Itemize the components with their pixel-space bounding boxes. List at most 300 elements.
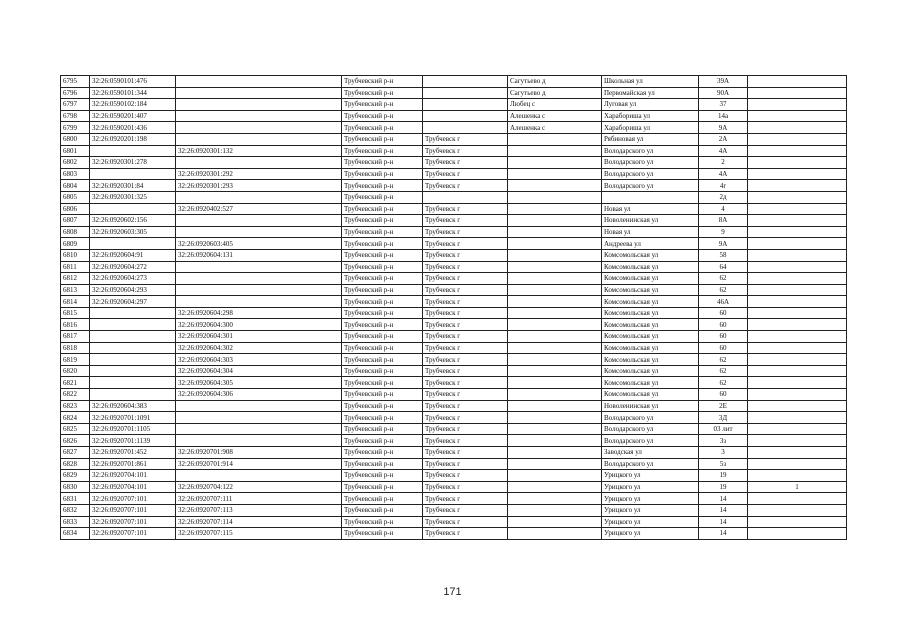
settlement-cell: Алешенка с — [508, 122, 602, 134]
note-cell — [748, 458, 847, 470]
table-row — [61, 342, 847, 354]
house-number-cell: 5з — [699, 458, 748, 470]
cadastral-number-cell: 32:26:0590101:344 — [90, 87, 176, 99]
street-cell: Володарского ул — [602, 145, 699, 157]
page-number: 171 — [443, 586, 462, 598]
cadastral-number-cell — [90, 342, 176, 354]
city-cell — [423, 191, 508, 203]
street-cell: Новая ул — [602, 226, 699, 238]
house-number-cell: 2 — [699, 157, 748, 169]
city-cell: Трубчевск г — [423, 226, 508, 238]
settlement-cell — [508, 365, 602, 377]
parcel-number-cell — [176, 122, 342, 134]
settlement-cell — [508, 319, 602, 331]
note-cell — [748, 319, 847, 331]
house-number-cell: 9А — [699, 122, 748, 134]
street-cell: Урицкого ул — [602, 481, 699, 493]
note-cell — [748, 168, 847, 180]
city-cell: Трубчевск г — [423, 389, 508, 401]
table-row — [61, 296, 847, 308]
cadastral-number-cell: 32:26:0920604:293 — [90, 284, 176, 296]
note-cell — [748, 412, 847, 424]
settlement-cell — [508, 307, 602, 319]
district-cell: Трубчевский р-н — [342, 99, 423, 111]
street-cell: Володарского ул — [602, 458, 699, 470]
note-cell — [748, 365, 847, 377]
city-cell: Трубчевск г — [423, 504, 508, 516]
table-row — [61, 307, 847, 319]
parcel-number-cell: 32:26:0920604:303 — [176, 354, 342, 366]
settlement-cell — [508, 273, 602, 285]
parcel-number-cell: 32:26:0920301:132 — [176, 145, 342, 157]
row-number-cell: 6800 — [61, 133, 90, 145]
row-number-cell: 6801 — [61, 145, 90, 157]
street-cell: Комсомольская ул — [602, 319, 699, 331]
settlement-cell — [508, 377, 602, 389]
city-cell: Трубчевск г — [423, 447, 508, 459]
cadastral-number-cell: 32:26:0920604:383 — [90, 400, 176, 412]
city-cell — [423, 99, 508, 111]
street-cell: Луговая ул — [602, 99, 699, 111]
row-number-cell: 6833 — [61, 516, 90, 528]
cadastral-number-cell: 32:26:0590201:436 — [90, 122, 176, 134]
note-cell — [748, 389, 847, 401]
parcel-number-cell — [176, 412, 342, 424]
row-number-cell: 6814 — [61, 296, 90, 308]
note-cell — [748, 249, 847, 261]
district-cell: Трубчевский р-н — [342, 215, 423, 227]
note-cell — [748, 354, 847, 366]
settlement-cell — [508, 470, 602, 482]
settlement-cell — [508, 447, 602, 459]
settlement-cell — [508, 435, 602, 447]
row-number-cell: 6826 — [61, 435, 90, 447]
city-cell — [423, 122, 508, 134]
house-number-cell: 03 лит — [699, 423, 748, 435]
street-cell: Новоленинская ул — [602, 215, 699, 227]
street-cell: Володарского ул — [602, 157, 699, 169]
city-cell: Трубчевск г — [423, 215, 508, 227]
house-number-cell: 19 — [699, 470, 748, 482]
cadastral-number-cell: 32:26:0920604:91 — [90, 249, 176, 261]
street-cell: Комсомольская ул — [602, 389, 699, 401]
parcel-number-cell — [176, 191, 342, 203]
cadastral-number-cell: 32:26:0920704:101 — [90, 481, 176, 493]
parcel-number-cell: 32:26:0920604:301 — [176, 331, 342, 343]
settlement-cell — [508, 284, 602, 296]
table-row — [61, 87, 847, 99]
district-cell: Трубчевский р-н — [342, 377, 423, 389]
street-cell — [602, 191, 699, 203]
cadastral-number-cell: 32:26:0590201:407 — [90, 110, 176, 122]
note-cell — [748, 284, 847, 296]
parcel-number-cell — [176, 110, 342, 122]
table-row — [61, 354, 847, 366]
parcel-number-cell: 32:26:0920704:122 — [176, 481, 342, 493]
street-cell: Комсомольская ул — [602, 273, 699, 285]
note-cell — [748, 99, 847, 111]
district-cell: Трубчевский р-н — [342, 180, 423, 192]
row-number-cell: 6812 — [61, 273, 90, 285]
city-cell: Трубчевск г — [423, 296, 508, 308]
settlement-cell — [508, 238, 602, 250]
parcel-number-cell: 32:26:0920707:115 — [176, 528, 342, 540]
table-row — [61, 76, 847, 88]
street-cell: Комсомольская ул — [602, 377, 699, 389]
row-number-cell: 6816 — [61, 319, 90, 331]
cadastral-number-cell: 32:26:0920602:156 — [90, 215, 176, 227]
district-cell: Трубчевский р-н — [342, 458, 423, 470]
city-cell: Трубчевск г — [423, 157, 508, 169]
street-cell: Урицкого ул — [602, 493, 699, 505]
table-row — [61, 99, 847, 111]
cadastral-number-cell: 32:26:0920201:198 — [90, 133, 176, 145]
settlement-cell — [508, 168, 602, 180]
house-number-cell: 4 — [699, 203, 748, 215]
table-row — [61, 331, 847, 343]
settlement-cell — [508, 296, 602, 308]
parcel-number-cell: 32:26:0920707:111 — [176, 493, 342, 505]
house-number-cell: 4г — [699, 180, 748, 192]
settlement-cell — [508, 342, 602, 354]
district-cell: Трубчевский р-н — [342, 273, 423, 285]
house-number-cell: 14 — [699, 504, 748, 516]
settlement-cell — [508, 261, 602, 273]
table-row — [61, 470, 847, 482]
district-cell: Трубчевский р-н — [342, 76, 423, 88]
house-number-cell: 2А — [699, 133, 748, 145]
street-cell: Комсомольская ул — [602, 342, 699, 354]
street-cell: Комсомольская ул — [602, 284, 699, 296]
note-cell — [748, 145, 847, 157]
settlement-cell — [508, 400, 602, 412]
row-number-cell: 6825 — [61, 423, 90, 435]
district-cell: Трубчевский р-н — [342, 516, 423, 528]
settlement-cell — [508, 157, 602, 169]
settlement-cell — [508, 133, 602, 145]
city-cell: Трубчевск г — [423, 470, 508, 482]
house-number-cell: 9 — [699, 226, 748, 238]
row-number-cell: 6822 — [61, 389, 90, 401]
district-cell: Трубчевский р-н — [342, 493, 423, 505]
district-cell: Трубчевский р-н — [342, 447, 423, 459]
settlement-cell — [508, 180, 602, 192]
row-number-cell: 6796 — [61, 87, 90, 99]
table-row — [61, 528, 847, 540]
table-row — [61, 238, 847, 250]
cadastral-number-cell — [90, 307, 176, 319]
district-cell: Трубчевский р-н — [342, 87, 423, 99]
note-cell — [748, 528, 847, 540]
parcel-number-cell — [176, 157, 342, 169]
settlement-cell — [508, 203, 602, 215]
house-number-cell: 8А — [699, 215, 748, 227]
city-cell: Трубчевск г — [423, 133, 508, 145]
cadastral-number-cell: 32:26:0920301:84 — [90, 180, 176, 192]
settlement-cell — [508, 412, 602, 424]
house-number-cell: 62 — [699, 377, 748, 389]
house-number-cell: 14 — [699, 516, 748, 528]
note-cell — [748, 203, 847, 215]
house-number-cell: 9А — [699, 238, 748, 250]
district-cell: Трубчевский р-н — [342, 400, 423, 412]
settlement-cell — [508, 528, 602, 540]
table-row — [61, 423, 847, 435]
city-cell: Трубчевск г — [423, 412, 508, 424]
row-number-cell: 6810 — [61, 249, 90, 261]
district-cell: Трубчевский р-н — [342, 249, 423, 261]
street-cell: Первомайская ул — [602, 87, 699, 99]
row-number-cell: 6802 — [61, 157, 90, 169]
parcel-number-cell: 32:26:0920604:298 — [176, 307, 342, 319]
street-cell: Комсомольская ул — [602, 365, 699, 377]
district-cell: Трубчевский р-н — [342, 331, 423, 343]
cadastral-number-cell: 32:26:0590102:184 — [90, 99, 176, 111]
street-cell: Комсомольская ул — [602, 307, 699, 319]
row-number-cell: 6807 — [61, 215, 90, 227]
note-cell — [748, 157, 847, 169]
house-number-cell: 90А — [699, 87, 748, 99]
parcel-number-cell — [176, 284, 342, 296]
district-cell: Трубчевский р-н — [342, 122, 423, 134]
table-row — [61, 168, 847, 180]
row-number-cell: 6811 — [61, 261, 90, 273]
note-cell — [748, 226, 847, 238]
note-cell — [748, 76, 847, 88]
parcel-number-cell: 32:26:0920707:113 — [176, 504, 342, 516]
street-cell: Андреева ул — [602, 238, 699, 250]
street-cell: Заводская ул — [602, 447, 699, 459]
parcel-number-cell: 32:26:0920402:527 — [176, 203, 342, 215]
table-row — [61, 122, 847, 134]
note-cell — [748, 87, 847, 99]
row-number-cell: 6834 — [61, 528, 90, 540]
table-row — [61, 412, 847, 424]
city-cell: Трубчевск г — [423, 203, 508, 215]
cadastral-number-cell: 32:26:0920603:305 — [90, 226, 176, 238]
street-cell: Урицкого ул — [602, 504, 699, 516]
note-cell — [748, 273, 847, 285]
street-cell: Комсомольская ул — [602, 296, 699, 308]
table-row — [61, 284, 847, 296]
parcel-number-cell: 32:26:0920604:300 — [176, 319, 342, 331]
cadastral-number-cell: 32:26:0920604:297 — [90, 296, 176, 308]
settlement-cell — [508, 145, 602, 157]
row-number-cell: 6804 — [61, 180, 90, 192]
settlement-cell — [508, 354, 602, 366]
table-row — [61, 365, 847, 377]
table-row — [61, 215, 847, 227]
district-cell: Трубчевский р-н — [342, 261, 423, 273]
cadastral-number-cell: 32:26:0590101:476 — [90, 76, 176, 88]
house-number-cell: 14 — [699, 493, 748, 505]
table-row — [61, 377, 847, 389]
table-row — [61, 157, 847, 169]
district-cell: Трубчевский р-н — [342, 133, 423, 145]
register-table — [60, 75, 847, 540]
table-row — [61, 504, 847, 516]
note-cell — [748, 400, 847, 412]
parcel-number-cell: 32:26:0920604:131 — [176, 249, 342, 261]
settlement-cell — [508, 481, 602, 493]
cadastral-number-cell — [90, 354, 176, 366]
table-row — [61, 226, 847, 238]
street-cell: Комсомольская ул — [602, 331, 699, 343]
house-number-cell: 64 — [699, 261, 748, 273]
cadastral-number-cell — [90, 389, 176, 401]
settlement-cell: Алешенка с — [508, 110, 602, 122]
city-cell: Трубчевск г — [423, 365, 508, 377]
district-cell: Трубчевский р-н — [342, 342, 423, 354]
parcel-number-cell — [176, 296, 342, 308]
parcel-number-cell: 32:26:0920301:292 — [176, 168, 342, 180]
house-number-cell: 62 — [699, 354, 748, 366]
parcel-number-cell: 32:26:0920603:405 — [176, 238, 342, 250]
note-cell — [748, 447, 847, 459]
parcel-number-cell: 32:26:0920604:304 — [176, 365, 342, 377]
note-cell — [748, 110, 847, 122]
cadastral-number-cell: 32:26:0920707:101 — [90, 493, 176, 505]
street-cell: Комсомольская ул — [602, 249, 699, 261]
district-cell: Трубчевский р-н — [342, 110, 423, 122]
table-row — [61, 191, 847, 203]
settlement-cell: Сагутьево д — [508, 87, 602, 99]
row-number-cell: 6795 — [61, 76, 90, 88]
note-cell — [748, 180, 847, 192]
city-cell: Трубчевск г — [423, 331, 508, 343]
row-number-cell: 6823 — [61, 400, 90, 412]
house-number-cell: 2Е — [699, 400, 748, 412]
table-row — [61, 516, 847, 528]
cadastral-number-cell: 32:26:0920701:1091 — [90, 412, 176, 424]
cadastral-number-cell — [90, 319, 176, 331]
note-cell — [748, 331, 847, 343]
house-number-cell: 4А — [699, 168, 748, 180]
settlement-cell — [508, 331, 602, 343]
row-number-cell: 6808 — [61, 226, 90, 238]
row-number-cell: 6805 — [61, 191, 90, 203]
district-cell: Трубчевский р-н — [342, 157, 423, 169]
house-number-cell: 46А — [699, 296, 748, 308]
city-cell: Трубчевск г — [423, 145, 508, 157]
district-cell: Трубчевский р-н — [342, 296, 423, 308]
table-row — [61, 203, 847, 215]
table-row — [61, 273, 847, 285]
city-cell: Трубчевск г — [423, 354, 508, 366]
parcel-number-cell: 32:26:0920701:908 — [176, 447, 342, 459]
house-number-cell: 62 — [699, 273, 748, 285]
cadastral-number-cell: 32:26:0920707:101 — [90, 504, 176, 516]
city-cell: Трубчевск г — [423, 180, 508, 192]
street-cell: Володарского ул — [602, 412, 699, 424]
row-number-cell: 6798 — [61, 110, 90, 122]
city-cell: Трубчевск г — [423, 481, 508, 493]
row-number-cell: 6819 — [61, 354, 90, 366]
parcel-number-cell — [176, 261, 342, 273]
row-number-cell: 6832 — [61, 504, 90, 516]
note-cell — [748, 191, 847, 203]
parcel-number-cell — [176, 133, 342, 145]
district-cell: Трубчевский р-н — [342, 226, 423, 238]
cadastral-number-cell — [90, 365, 176, 377]
settlement-cell — [508, 458, 602, 470]
house-number-cell: 37 — [699, 99, 748, 111]
row-number-cell: 6818 — [61, 342, 90, 354]
row-number-cell: 6817 — [61, 331, 90, 343]
row-number-cell: 6828 — [61, 458, 90, 470]
house-number-cell: 60 — [699, 319, 748, 331]
note-cell — [748, 261, 847, 273]
city-cell: Трубчевск г — [423, 319, 508, 331]
parcel-number-cell: 32:26:0920604:302 — [176, 342, 342, 354]
city-cell — [423, 87, 508, 99]
district-cell: Трубчевский р-н — [342, 389, 423, 401]
row-number-cell: 6797 — [61, 99, 90, 111]
parcel-number-cell: 32:26:0920707:114 — [176, 516, 342, 528]
note-cell — [748, 296, 847, 308]
city-cell: Трубчевск г — [423, 261, 508, 273]
table-row — [61, 493, 847, 505]
parcel-number-cell — [176, 470, 342, 482]
house-number-cell: 60 — [699, 307, 748, 319]
house-number-cell: 60 — [699, 389, 748, 401]
house-number-cell: 39А — [699, 76, 748, 88]
house-number-cell: 19 — [699, 481, 748, 493]
district-cell: Трубчевский р-н — [342, 203, 423, 215]
city-cell: Трубчевск г — [423, 168, 508, 180]
table-row — [61, 458, 847, 470]
house-number-cell: 60 — [699, 342, 748, 354]
cadastral-number-cell — [90, 145, 176, 157]
cadastral-number-cell: 32:26:0920604:273 — [90, 273, 176, 285]
row-number-cell: 6813 — [61, 284, 90, 296]
district-cell: Трубчевский р-н — [342, 319, 423, 331]
city-cell: Трубчевск г — [423, 458, 508, 470]
cadastral-number-cell — [90, 203, 176, 215]
district-cell: Трубчевский р-н — [342, 168, 423, 180]
row-number-cell: 6824 — [61, 412, 90, 424]
row-number-cell: 6815 — [61, 307, 90, 319]
street-cell: Школьная ул — [602, 76, 699, 88]
note-cell — [748, 504, 847, 516]
note-cell — [748, 342, 847, 354]
cadastral-number-cell: 32:26:0920604:272 — [90, 261, 176, 273]
street-cell: Володарского ул — [602, 180, 699, 192]
cadastral-number-cell: 32:26:0920707:101 — [90, 528, 176, 540]
cadastral-number-cell: 32:26:0920707:101 — [90, 516, 176, 528]
cadastral-number-cell: 32:26:0920701:1105 — [90, 423, 176, 435]
district-cell: Трубчевский р-н — [342, 470, 423, 482]
parcel-number-cell — [176, 226, 342, 238]
row-number-cell: 6829 — [61, 470, 90, 482]
city-cell: Трубчевск г — [423, 493, 508, 505]
row-number-cell: 6827 — [61, 447, 90, 459]
note-cell: 1 — [748, 481, 847, 493]
street-cell: Новая ул — [602, 203, 699, 215]
street-cell: Володарского ул — [602, 168, 699, 180]
city-cell: Трубчевск г — [423, 435, 508, 447]
note-cell — [748, 377, 847, 389]
note-cell — [748, 122, 847, 134]
house-number-cell: 3Д — [699, 412, 748, 424]
district-cell: Трубчевский р-н — [342, 412, 423, 424]
note-cell — [748, 238, 847, 250]
table-row — [61, 261, 847, 273]
house-number-cell: 62 — [699, 284, 748, 296]
settlement-cell — [508, 423, 602, 435]
house-number-cell: 3з — [699, 435, 748, 447]
city-cell: Трубчевск г — [423, 238, 508, 250]
